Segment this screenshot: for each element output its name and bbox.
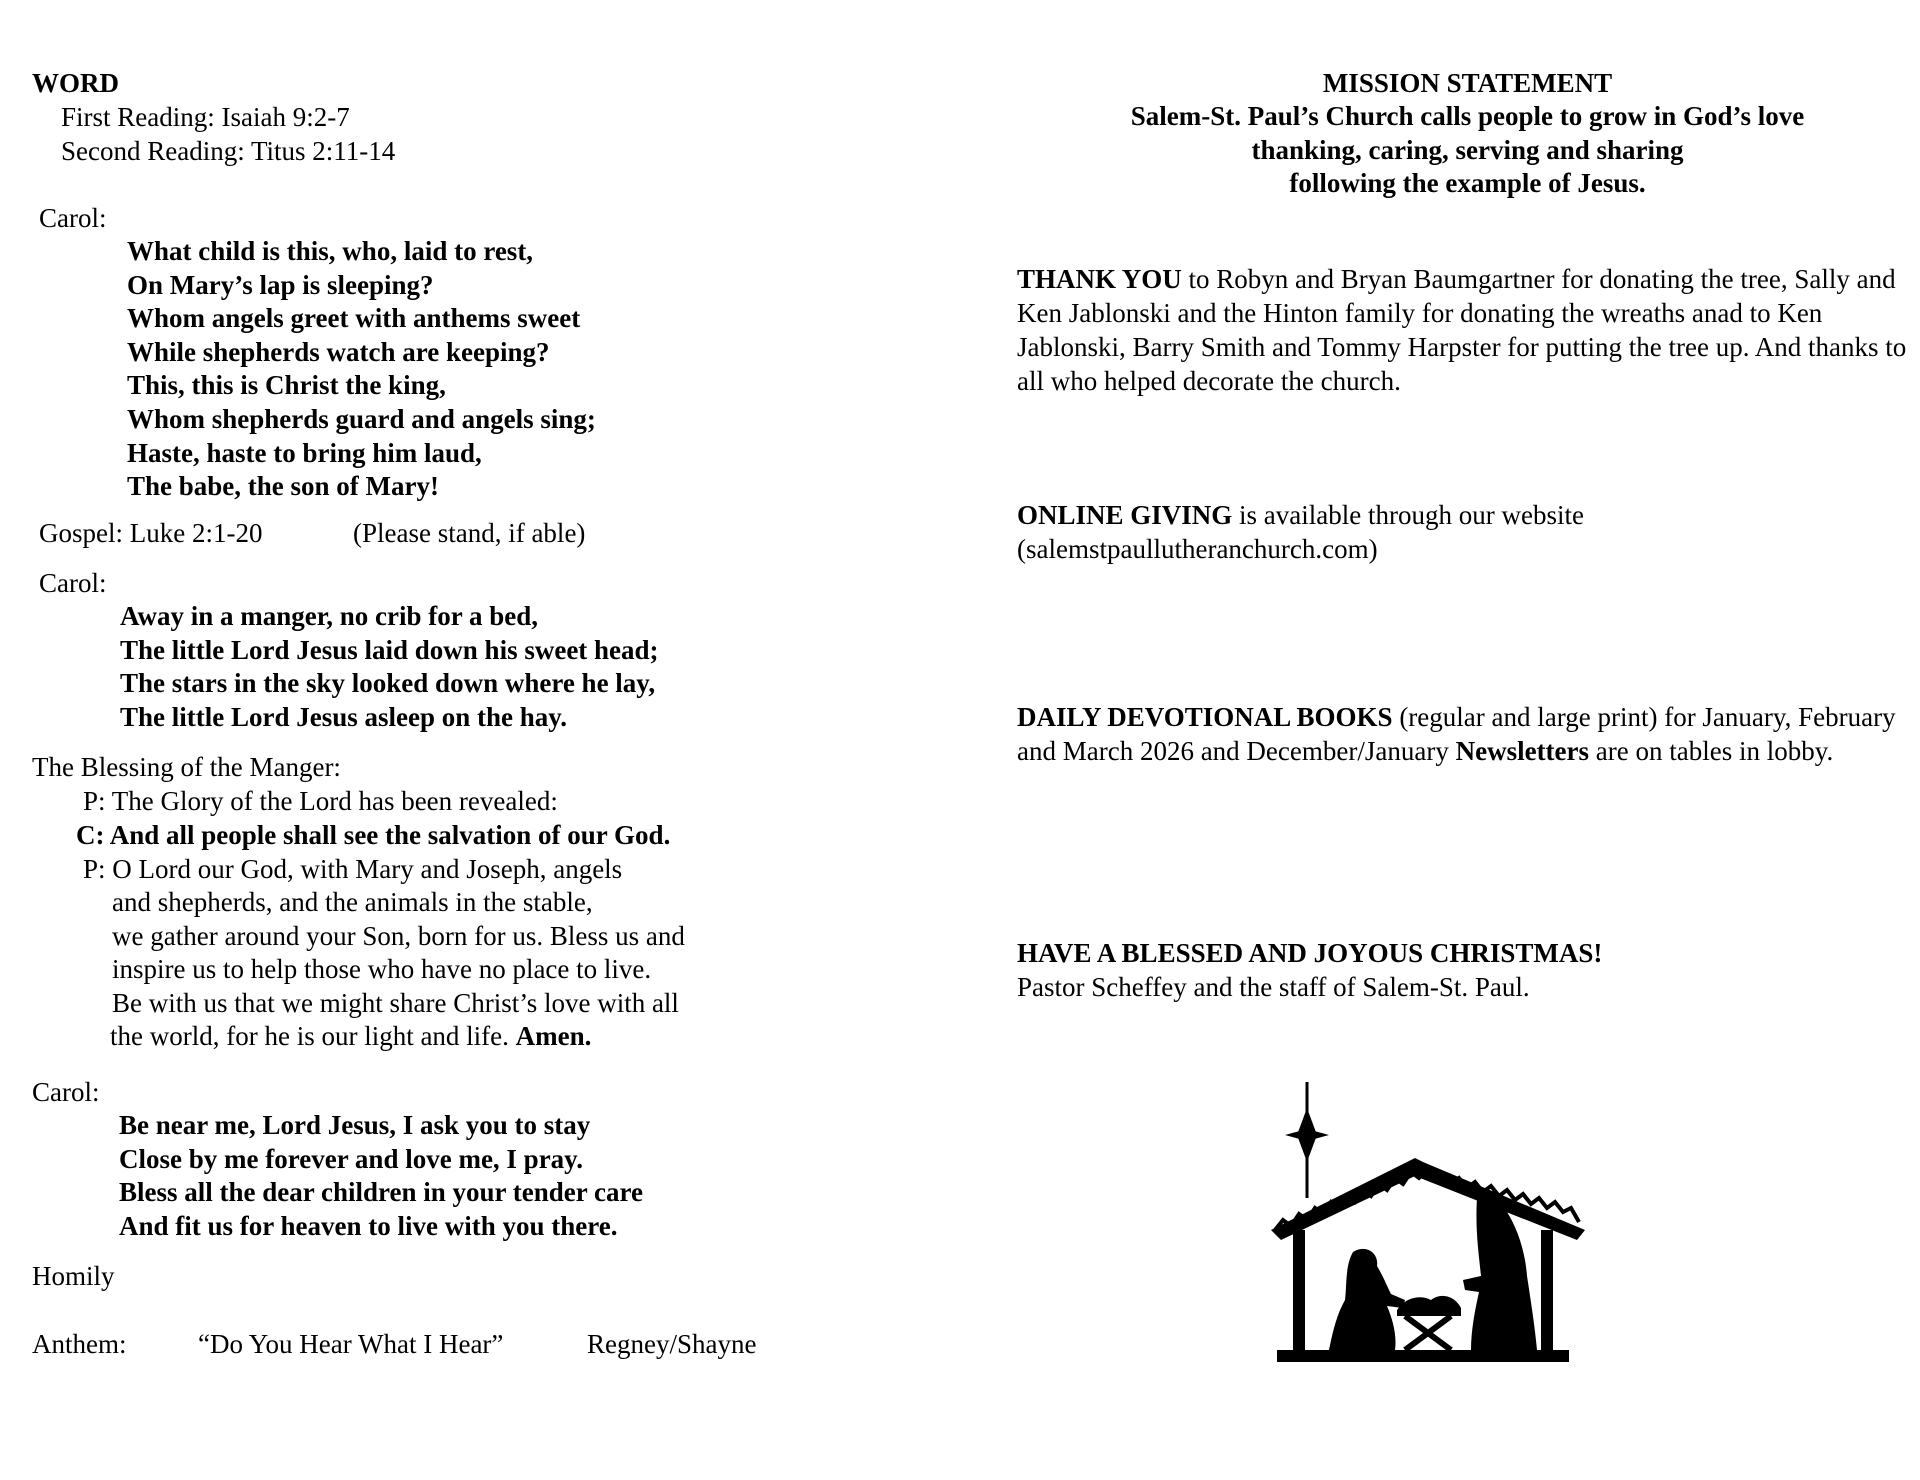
anthem-composer: Regney/Shayne: [587, 1329, 757, 1359]
star-icon: [1285, 1082, 1329, 1198]
lyric-line: The babe, the son of Mary!: [127, 471, 439, 502]
blessing-congregation: C: And all people shall see the salvation of our God.: [76, 820, 671, 850]
mary-figure-icon: [1329, 1249, 1405, 1350]
anthem-title: “Do You Hear What I Hear”: [198, 1329, 504, 1359]
lyric-line: The little Lord Jesus asleep on the hay.: [120, 701, 568, 732]
carol-3-label: Carol:: [32, 1077, 100, 1107]
mission-line: Salem-St. Paul’s Church calls people to grow in God’s love: [1130, 101, 1805, 131]
online-giving-text: is available through our website (salemstpaullutheranchurch.com): [1017, 500, 1584, 564]
word-heading: WORD: [32, 68, 119, 98]
devotional-text: (regular and large print) for January, February and March 2026 and December/January: [1017, 702, 1896, 766]
blessing-pastor-1: P: The Glory of the Lord has been revealed:: [83, 786, 558, 816]
devotional-text-end: are on tables in lobby.: [1589, 736, 1834, 766]
carol-3-lyrics: [119, 1109, 643, 1243]
gospel-note: (Please stand, if able): [353, 518, 586, 548]
first-reading: First Reading: Isaiah 9:2-7: [61, 102, 350, 132]
lyric-line: The little Lord Jesus laid down his sweet head;: [120, 634, 659, 665]
lyric-line: Whom shepherds guard and angels sing;: [127, 403, 596, 434]
mission-line: following the example of Jesus.: [1289, 168, 1646, 199]
mission-heading: MISSION STATEMENT: [1322, 68, 1613, 98]
devotional-heading: DAILY DEVOTIONAL BOOKS: [1017, 702, 1393, 732]
homily: Homily: [32, 1261, 115, 1291]
carol-1-lyrics: [127, 235, 596, 504]
thank-you-text: to Robyn and Bryan Baumgartner for donating the tree, Sally and Ken Jablonski and the Hinton family for donating the wreaths anad to Ken Jablonski, Barry Smith and Tommy Harpster for putting the tree up. And thanks to all who helped decorate the church.: [1017, 264, 1907, 396]
carol-2-label: Carol:: [39, 568, 107, 598]
lyric-line: On Mary’s lap is sleeping?: [127, 269, 434, 300]
online-giving-heading: ONLINE GIVING: [1017, 500, 1233, 530]
prayer-line: [110, 1020, 685, 1054]
mission-statement: [1000, 100, 1920, 201]
lyric-line: Whom angels greet with anthems sweet: [127, 303, 581, 334]
online-giving-paragraph: [1017, 498, 1917, 566]
lyric-line: Away in a manger, no crib for a bed,: [120, 601, 539, 631]
prayer-line: we gather around your Son, born for us. Bless us and: [112, 920, 685, 951]
lyric-line: Haste, haste to bring him laud,: [127, 437, 482, 468]
carol-2-lyrics: [120, 600, 659, 734]
newsletters-word: Newsletters: [1455, 736, 1590, 766]
gospel-reading: Gospel: Luke 2:1-20: [39, 518, 263, 548]
thank-you-heading: THANK YOU: [1017, 264, 1182, 294]
lyric-line: What child is this, who, laid to rest,: [127, 236, 534, 266]
amen: Amen.: [515, 1021, 592, 1052]
devotional-paragraph: [1017, 700, 1917, 768]
second-reading: Second Reading: Titus 2:11-14: [61, 136, 396, 166]
lyric-line: The stars in the sky looked down where he lay,: [120, 668, 656, 699]
thank-you-paragraph: [1017, 262, 1917, 398]
christmas-signature: Pastor Scheffey and the staff of Salem-St. Paul.: [1017, 972, 1530, 1002]
lyric-line: Be near me, Lord Jesus, I ask you to stay: [119, 1110, 591, 1140]
blessing-pastor-2: P: O Lord our God, with Mary and Joseph, angels: [83, 854, 623, 884]
prayer-line: and shepherds, and the animals in the stable,: [112, 887, 593, 917]
lyric-line: This, this is Christ the king,: [127, 370, 446, 401]
mission-line: thanking, caring, serving and sharing: [1251, 134, 1684, 165]
prayer-line: Be with us that we might share Christ’s love with all: [112, 987, 679, 1018]
lyric-line: And fit us for heaven to live with you there.: [119, 1210, 618, 1241]
christmas-greeting: HAVE A BLESSED AND JOYOUS CHRISTMAS!: [1017, 938, 1603, 968]
lyric-line: Bless all the dear children in your tender care: [119, 1177, 643, 1208]
anthem-label: Anthem:: [32, 1329, 127, 1359]
blessing-title: The Blessing of the Manger:: [32, 752, 341, 782]
nativity-svg: [1265, 1080, 1585, 1375]
carol-1-label: Carol:: [39, 203, 107, 233]
nativity-scene-icon: [1265, 1080, 1585, 1375]
prayer-line: inspire us to help those who have no place to live.: [112, 954, 652, 985]
blessing-prayer: [112, 886, 685, 1054]
lyric-line: Close by me forever and love me, I pray.: [119, 1143, 583, 1174]
manger-icon: [1397, 1296, 1461, 1350]
lyric-line: While shepherds watch are keeping?: [127, 336, 550, 367]
prayer-last-line: the world, for he is our light and life.: [110, 1021, 509, 1052]
